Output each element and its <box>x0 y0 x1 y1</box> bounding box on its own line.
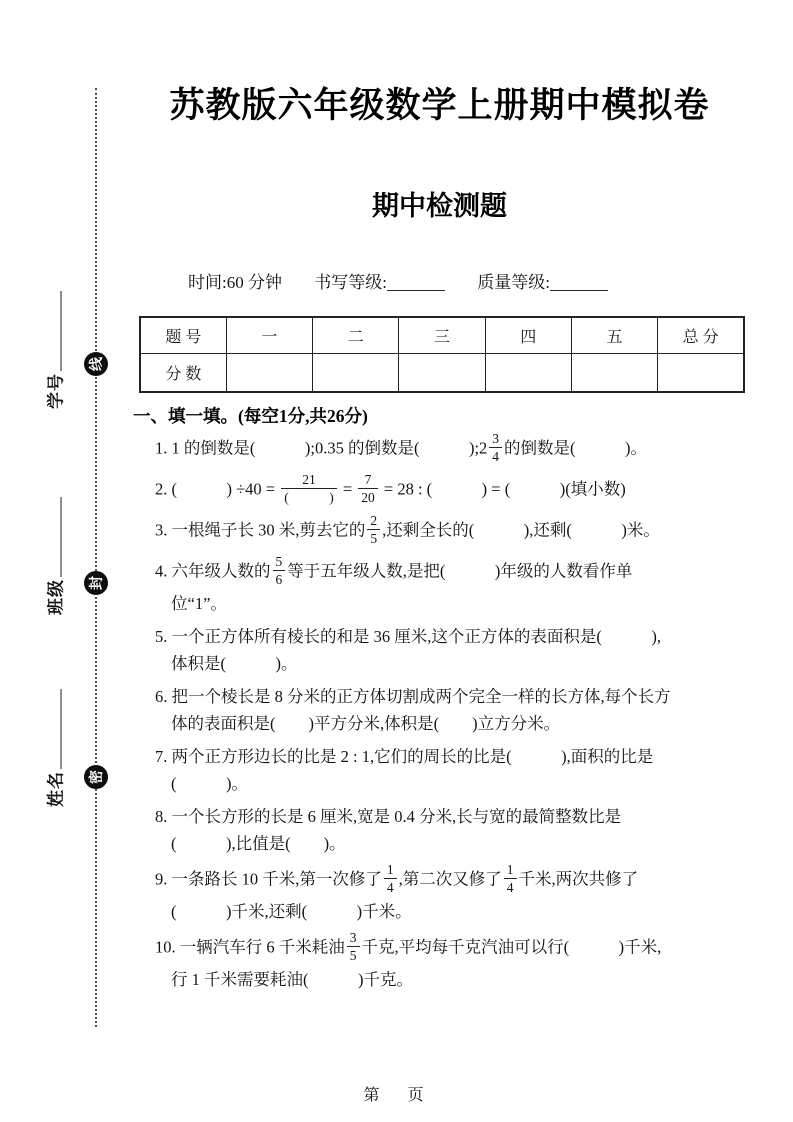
question <box>133 931 746 993</box>
seal-label-group <box>42 689 67 807</box>
quality-grade-label: 质量等级: <box>477 273 550 292</box>
question-text: ( ),比值是( )。 <box>171 834 346 853</box>
question-line <box>171 650 746 677</box>
score-table-header-cell: 四 <box>485 317 571 354</box>
seal-label-blank <box>61 689 62 769</box>
question-line <box>155 554 746 590</box>
score-cell <box>399 354 485 393</box>
question-text: ,第二次又修了 <box>398 869 502 889</box>
question-text: 9. 一条路长 10 千米,第一次修了 <box>155 869 382 889</box>
question <box>133 473 746 508</box>
question-line <box>155 513 746 549</box>
writing-grade-label: 书写等级: <box>314 273 387 292</box>
question-line <box>155 930 746 966</box>
fraction-numerator: 1 <box>384 861 397 879</box>
seal-label-group <box>42 291 67 409</box>
question-text: = <box>338 479 357 499</box>
score-table-header-cell: 二 <box>313 317 399 354</box>
fraction <box>281 471 337 506</box>
question <box>133 803 746 857</box>
score-table <box>139 316 745 393</box>
score-cell <box>571 354 657 393</box>
question <box>133 432 746 467</box>
writing-grade <box>314 273 445 292</box>
seal-stamp-char: 密 <box>88 770 104 784</box>
score-table-header-row <box>140 317 744 354</box>
seal-stamp-char: 线 <box>88 357 104 371</box>
seal-stamp-char: 封 <box>88 576 104 590</box>
seal-label-group <box>42 497 67 615</box>
question-text: 5. 一个正方体所有棱长的和是 36 厘米,这个正方体的表面积是( ), <box>155 627 661 646</box>
question-text: = 28 : ( ) = ( )(填小数) <box>379 479 626 499</box>
seal-label-text: 姓名 <box>46 771 66 807</box>
fraction <box>504 861 517 896</box>
page-title: 苏教版六年级数学上册期中模拟卷 <box>169 86 710 125</box>
score-cell <box>485 354 571 393</box>
question-text: ( )千米,还剩( )千米。 <box>171 902 412 921</box>
question-line <box>155 743 746 770</box>
fraction <box>358 471 378 506</box>
seal-stamp <box>84 571 108 595</box>
question <box>133 683 746 737</box>
seal-stamp <box>84 352 108 376</box>
question-text: 10. 一辆汽车行 6 千米耗油 <box>155 937 345 957</box>
score-table-header-cell: 三 <box>399 317 485 354</box>
fraction-denominator: 4 <box>386 880 394 895</box>
question <box>133 555 746 617</box>
question-line <box>171 966 746 993</box>
fraction <box>347 929 360 964</box>
question-line <box>155 803 746 830</box>
question-text: 体积是( )。 <box>171 654 298 673</box>
fraction-denominator: 5 <box>349 948 357 963</box>
question-text: 千克,平均每千克汽油可以行( )千米, <box>361 937 662 957</box>
score-table-header-cell: 五 <box>571 317 657 354</box>
question-line <box>155 862 746 898</box>
fraction <box>367 512 380 547</box>
fraction-numerator: 2 <box>367 512 380 530</box>
question-text: 6. 把一个棱长是 8 分米的正方体切割成两个完全一样的长方体,每个长方 <box>155 687 671 706</box>
score-cell <box>658 354 744 393</box>
fraction-denominator: ( ) <box>284 490 334 505</box>
fraction-denominator: 5 <box>370 531 378 546</box>
fraction-numerator: 5 <box>273 553 286 571</box>
question-text: 千米,两次共修了 <box>518 869 639 889</box>
score-row-label: 分 数 <box>140 354 226 393</box>
question-line <box>171 830 746 857</box>
question-line <box>171 590 746 617</box>
writing-grade-blank <box>387 274 445 291</box>
question-text: 1. 1 的倒数是( );0.35 的倒数是( );2 <box>155 438 488 458</box>
fraction-denominator: 4 <box>506 880 514 895</box>
question-line <box>155 472 746 508</box>
question-text: ( )。 <box>171 774 248 793</box>
fraction-denominator: 4 <box>492 449 500 464</box>
question-line <box>155 431 746 467</box>
seal-label-blank <box>61 291 62 371</box>
question <box>133 623 746 677</box>
page-footer: 第 页 <box>363 1087 430 1104</box>
score-table-score-row <box>140 354 744 393</box>
fraction <box>384 861 397 896</box>
question-line <box>171 770 746 797</box>
quality-grade-blank <box>550 274 608 291</box>
question-text: 等于五年级人数,是把( )年级的人数看作单 <box>287 561 633 581</box>
fraction-numerator: 3 <box>489 430 502 448</box>
fraction-denominator: 20 <box>361 490 375 505</box>
fraction-numerator: 3 <box>347 929 360 947</box>
question-line <box>171 898 746 925</box>
question-text: 行 1 千米需要耗油( )千克。 <box>171 970 413 989</box>
exam-page <box>133 0 746 999</box>
section-1-heading: 一、填一填。(每空1分,共26分) <box>133 406 368 426</box>
fraction-numerator: 21 <box>281 471 337 489</box>
question-text: 8. 一个长方形的长是 6 厘米,宽是 0.4 分米,长与宽的最简整数比是 <box>155 807 622 826</box>
fraction-denominator: 6 <box>275 572 283 587</box>
fraction-numerator: 1 <box>504 861 517 879</box>
question-text: ,还剩全长的( ),还剩( )米。 <box>382 520 660 540</box>
question-text: 体的表面积是( )平方分米,体积是( )立方分米。 <box>171 714 561 733</box>
question <box>133 863 746 925</box>
question-line <box>155 683 746 710</box>
question-text: 位“1”。 <box>171 594 227 613</box>
question-line <box>171 710 746 737</box>
score-table-header-cell: 题 号 <box>140 317 226 354</box>
fraction <box>489 430 502 465</box>
question-text: 4. 六年级人数的 <box>155 561 271 581</box>
question-text: 7. 两个正方形边长的比是 2 : 1,它们的周长的比是( ),面积的比是 <box>155 747 654 766</box>
exam-info-row <box>133 272 746 294</box>
seal-label-text: 学号 <box>46 373 66 409</box>
question <box>133 743 746 797</box>
question-text: 2. ( ) ÷40 = <box>155 479 280 499</box>
question-list <box>133 432 746 993</box>
question-text: 3. 一根绳子长 30 米,剪去它的 <box>155 520 366 540</box>
exam-subtitle: 期中检测题 <box>372 191 507 221</box>
question-line <box>155 623 746 650</box>
score-table-header-cell: 总 分 <box>658 317 744 354</box>
quality-grade <box>477 273 608 292</box>
question-text: 的倒数是( )。 <box>504 438 648 458</box>
time-limit-label: 时间:60 分钟 <box>188 273 282 292</box>
seal-label-blank <box>61 497 62 577</box>
seal-label-text: 班级 <box>46 579 66 615</box>
seal-dotted-line <box>95 88 97 1027</box>
score-cell <box>226 354 312 393</box>
seal-stamp <box>84 765 108 789</box>
fraction-numerator: 7 <box>358 471 378 489</box>
question <box>133 514 746 549</box>
score-table-header-cell: 一 <box>226 317 312 354</box>
score-cell <box>313 354 399 393</box>
fraction <box>273 553 286 588</box>
